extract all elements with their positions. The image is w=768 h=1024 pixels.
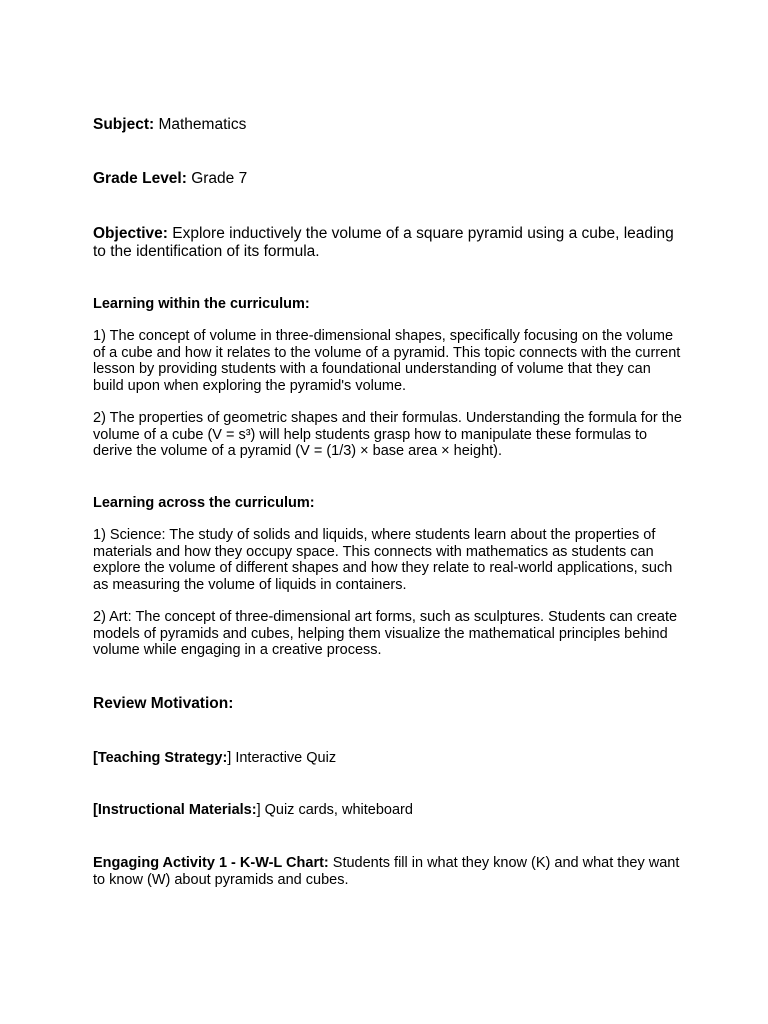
- teaching-strategy-value: ] Interactive Quiz: [227, 750, 337, 766]
- activity-1-value: Students fill in what they know (K) and what they want to know (W) about pyramids and cubes.: [93, 855, 680, 888]
- teaching-strategy-line: [93, 750, 683, 767]
- instructional-materials-value: ] Quiz cards, whiteboard: [256, 802, 413, 818]
- grade-level-value: Grade 7: [186, 170, 248, 187]
- subject-value: Mathematics: [154, 116, 247, 133]
- instructional-materials-label: [Instructional Materials:: [93, 802, 257, 818]
- subject-line: [93, 116, 683, 134]
- subject-label: Subject:: [93, 116, 155, 133]
- teaching-strategy-label: [Teaching Strategy:: [93, 750, 228, 766]
- activity-1-label: Engaging Activity 1 - K-W-L Chart:: [93, 855, 329, 871]
- objective-paragraph: [93, 225, 683, 261]
- within-curriculum-item-1: 1) The concept of volume in three-dimensional shapes, specifically focusing on the volume of a cube and how it relates to the volume of a pyramid. This topic connects with the current lesson by providing students with a foundational understanding of volume that they can build upon when exploring the pyramid's volume.: [93, 328, 681, 394]
- activity-1-paragraph: [93, 855, 683, 888]
- instructional-materials-line: [93, 802, 683, 819]
- objective-value: Explore inductively the volume of a square pyramid using a cube, leading to the identification of its formula.: [93, 225, 674, 260]
- within-curriculum-item-2: 2) The properties of geometric shapes and their formulas. Understanding the formula for the volume of a cube (V = s³) will help students grasp how to manipulate these formulas to derive the volume of a pyramid (V = (1/3) × base area × height).: [93, 410, 682, 459]
- across-curriculum-heading: Learning across the curriculum:: [93, 495, 315, 511]
- within-curriculum-heading: Learning within the curriculum:: [93, 296, 310, 312]
- objective-label: Objective:: [93, 225, 168, 242]
- grade-level-line: [93, 170, 683, 188]
- across-curriculum-item-2: 2) Art: The concept of three-dimensional art forms, such as sculptures. Students can create models of pyramids and cubes, helping them visualize the mathematical principles behind volume while engaging in a creative process.: [93, 609, 678, 658]
- across-curriculum-item-1: 1) Science: The study of solids and liquids, where students learn about the properties of materials and how they occupy space. This connects with mathematics as students can explore the volume of different shapes and how they relate to real-world applications, such as measuring the volume of liquids in containers.: [93, 527, 673, 593]
- review-motivation-heading: Review Motivation:: [93, 695, 234, 712]
- grade-level-label: Grade Level:: [93, 170, 187, 187]
